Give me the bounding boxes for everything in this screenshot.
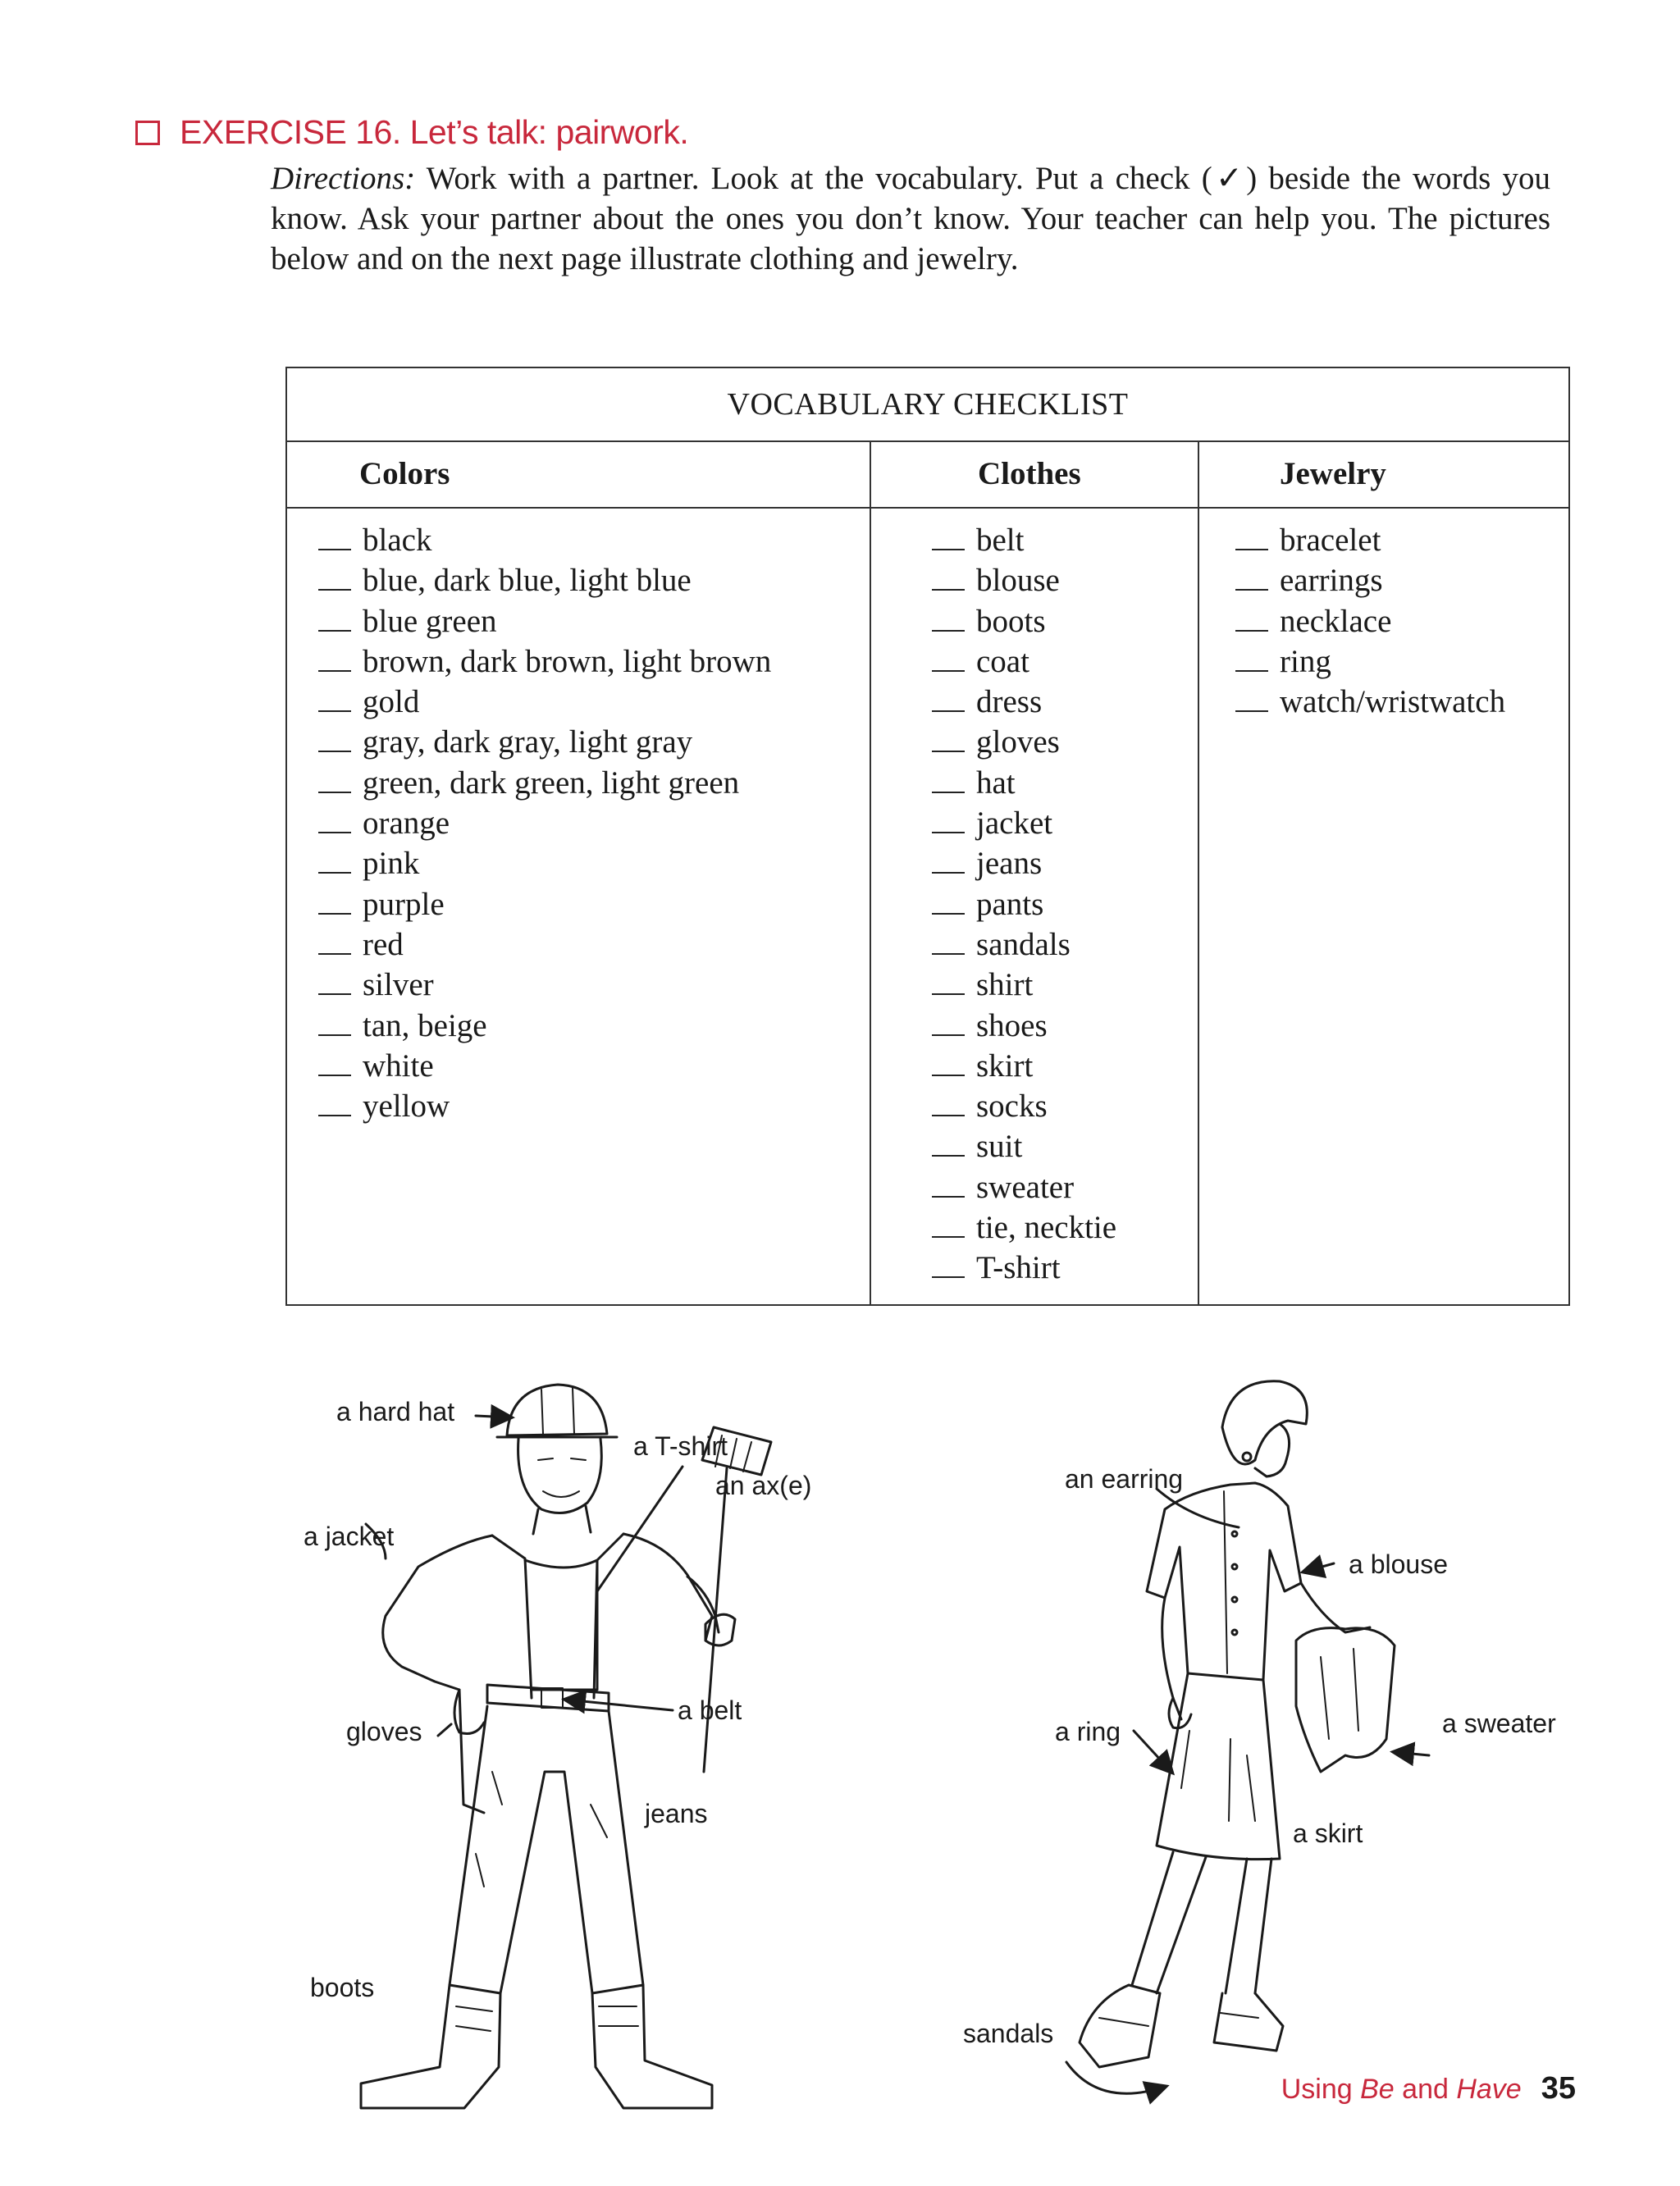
checklist-item-label: shirt xyxy=(976,967,1034,1003)
checklist-item-label: skirt xyxy=(976,1047,1034,1084)
jacket-drawing xyxy=(383,1536,492,1813)
checklist-item-label: red xyxy=(363,926,404,962)
check-blank[interactable] xyxy=(932,1171,965,1198)
clothes-column xyxy=(870,440,1199,1304)
checklist-item xyxy=(932,1207,1198,1248)
checklist-item xyxy=(932,1086,1198,1126)
footer-using: Using xyxy=(1281,2074,1361,2105)
checklist-item-label: shoes xyxy=(976,1007,1048,1043)
checklist-item xyxy=(318,560,870,600)
jewelry-header: Jewelry xyxy=(1198,440,1568,509)
checklist-item-label: belt xyxy=(976,523,1025,558)
checklist-item xyxy=(1235,641,1568,682)
check-blank[interactable] xyxy=(318,1090,351,1116)
footer-and: and xyxy=(1394,2074,1457,2105)
checklist-item-label: yellow xyxy=(363,1088,450,1125)
label-blouse: a blouse xyxy=(1349,1549,1448,1579)
checklist-item xyxy=(932,682,1198,722)
checklist-item-label: gloves xyxy=(976,724,1060,760)
checklist-item-label: tie, necktie xyxy=(976,1210,1117,1246)
checklist-item xyxy=(318,924,870,965)
clothes-list xyxy=(870,509,1198,1289)
checklist-item-label: black xyxy=(363,523,432,558)
page-number: 35 xyxy=(1541,2071,1576,2106)
label-earring: an earring xyxy=(1065,1464,1184,1494)
check-blank[interactable] xyxy=(318,726,351,752)
checklist-item xyxy=(318,601,870,641)
checklist-item-label: blue green xyxy=(363,603,497,639)
checklist-item xyxy=(932,641,1198,682)
check-blank[interactable] xyxy=(932,929,965,955)
checklist-item xyxy=(932,1167,1198,1207)
checklist-item-label: sandals xyxy=(976,926,1071,962)
checklist-item-label: coat xyxy=(976,643,1029,679)
vocabulary-checklist xyxy=(285,367,1570,1306)
hard-hat-drawing xyxy=(507,1385,607,1435)
check-blank[interactable] xyxy=(318,564,351,591)
check-blank[interactable] xyxy=(318,929,351,955)
check-blank[interactable] xyxy=(1235,605,1268,632)
exercise-title: EXERCISE 16. Let’s talk: pairwork. xyxy=(180,113,689,151)
checklist-item xyxy=(318,843,870,883)
check-blank[interactable] xyxy=(318,646,351,672)
checklist-item-label: suit xyxy=(976,1129,1023,1165)
checklist-item xyxy=(318,520,870,560)
checklist-item-label: bracelet xyxy=(1280,523,1381,558)
label-ring: a ring xyxy=(1055,1717,1121,1746)
check-blank[interactable] xyxy=(932,1130,965,1157)
checklist-item xyxy=(318,682,870,722)
checklist-item xyxy=(932,884,1198,924)
checklist-item-label: necklace xyxy=(1280,603,1392,639)
label-belt: a belt xyxy=(678,1695,742,1725)
checklist-item-label: green, dark green, light green xyxy=(363,764,740,801)
checklist-item xyxy=(932,843,1198,883)
checklist-item xyxy=(318,1006,870,1046)
checklist-item-label: blouse xyxy=(976,563,1060,599)
footer-running-title xyxy=(1281,2074,1522,2106)
footer-have: Have xyxy=(1456,2074,1522,2105)
checklist-item xyxy=(932,722,1198,762)
check-blank[interactable] xyxy=(1235,646,1268,672)
checklist-item xyxy=(932,1248,1198,1288)
jeans-drawing xyxy=(450,1706,643,1993)
colors-list xyxy=(287,509,870,1126)
checklist-item-label: tan, beige xyxy=(363,1007,487,1043)
checklist-item-label: dress xyxy=(976,684,1043,720)
check-blank[interactable] xyxy=(932,605,965,632)
check-blank[interactable] xyxy=(932,1212,965,1238)
checklist-item xyxy=(932,763,1198,803)
earring-drawing xyxy=(1243,1453,1251,1461)
check-blank[interactable] xyxy=(1235,524,1268,550)
checklist-title: VOCABULARY CHECKLIST xyxy=(287,368,1568,442)
label-jacket: a jacket xyxy=(304,1522,395,1551)
checklist-item-label: white xyxy=(363,1047,434,1084)
directions-label: Directions: xyxy=(271,161,416,196)
checklist-item xyxy=(932,560,1198,600)
checklist-item-label: socks xyxy=(976,1088,1048,1125)
checklist-item xyxy=(932,803,1198,843)
checklist-item xyxy=(318,1046,870,1086)
checklist-item-label: watch/wristwatch xyxy=(1280,684,1506,720)
checklist-item xyxy=(318,722,870,762)
colors-header: Colors xyxy=(287,440,870,509)
tshirt-drawing xyxy=(525,1560,597,1690)
check-blank[interactable] xyxy=(932,969,965,995)
check-blank[interactable] xyxy=(318,524,351,550)
checklist-item xyxy=(318,803,870,843)
check-blank[interactable] xyxy=(318,1010,351,1036)
exercise-checkbox[interactable] xyxy=(135,121,160,145)
checklist-item xyxy=(318,763,870,803)
check-blank[interactable] xyxy=(318,767,351,793)
checklist-item xyxy=(1235,601,1568,641)
exercise-header xyxy=(135,113,688,152)
check-blank[interactable] xyxy=(318,888,351,915)
checklist-item xyxy=(1235,520,1568,560)
directions xyxy=(271,158,1550,279)
checklist-item-label: jacket xyxy=(976,805,1053,842)
label-gloves: gloves xyxy=(346,1717,422,1746)
checklist-item xyxy=(932,1006,1198,1046)
man-figure-drawing xyxy=(361,1385,771,2108)
sweater-drawing xyxy=(1296,1628,1395,1772)
check-blank[interactable] xyxy=(932,1050,965,1076)
check-blank[interactable] xyxy=(318,605,351,632)
checklist-item-label: pink xyxy=(363,846,420,882)
clothes-header: Clothes xyxy=(870,440,1198,509)
checklist-item-label: pants xyxy=(976,886,1044,922)
checklist-item-label: purple xyxy=(363,886,445,922)
check-blank[interactable] xyxy=(932,726,965,752)
check-blank[interactable] xyxy=(932,847,965,874)
check-blank[interactable] xyxy=(932,1090,965,1116)
check-blank[interactable] xyxy=(318,969,351,995)
checklist-item-label: gray, dark gray, light gray xyxy=(363,724,693,760)
check-blank[interactable] xyxy=(932,646,965,672)
checklist-item-label: hat xyxy=(976,764,1016,801)
check-blank[interactable] xyxy=(932,1252,965,1278)
check-blank[interactable] xyxy=(1235,686,1268,712)
check-blank[interactable] xyxy=(932,888,965,915)
directions-text: Work with a partner. Look at the vocabulary. Put a check (✓) beside the words you know. Ask your partner about the ones you don’t know. Your teacher can help you. The pictures below and on the next page illustrate clothing and jewelry. xyxy=(271,161,1550,276)
check-blank[interactable] xyxy=(1235,564,1268,591)
checklist-item-label: earrings xyxy=(1280,563,1383,599)
checklist-item-label: jeans xyxy=(976,846,1043,882)
label-ax: an ax(e) xyxy=(715,1471,812,1500)
checklist-item-label: T-shirt xyxy=(976,1250,1061,1286)
check-blank[interactable] xyxy=(318,1050,351,1076)
checklist-item-label: blue, dark blue, light blue xyxy=(363,563,692,599)
axe-drawing xyxy=(704,1468,727,1772)
label-jeans: jeans xyxy=(645,1799,708,1828)
check-blank[interactable] xyxy=(318,847,351,874)
checklist-item-label: brown, dark brown, light brown xyxy=(363,643,772,679)
checklist-item xyxy=(932,520,1198,560)
checklist-item-label: gold xyxy=(363,684,420,720)
checklist-item xyxy=(318,641,870,682)
label-hard-hat: a hard hat xyxy=(336,1397,455,1426)
checklist-item xyxy=(318,1086,870,1126)
check-blank[interactable] xyxy=(318,807,351,833)
checklist-item xyxy=(318,965,870,1005)
checklist-item xyxy=(932,1126,1198,1166)
checklist-item xyxy=(932,1046,1198,1086)
label-skirt: a skirt xyxy=(1293,1819,1363,1848)
clothing-illustrations xyxy=(0,1345,1680,2133)
checklist-item-label: sweater xyxy=(976,1169,1075,1205)
label-tshirt: a T-shirt xyxy=(633,1431,728,1461)
checklist-item xyxy=(1235,682,1568,722)
checklist-item-label: silver xyxy=(363,967,434,1003)
checklist-item xyxy=(1235,560,1568,600)
footer-be: Be xyxy=(1360,2074,1395,2105)
checklist-item-label: orange xyxy=(363,805,450,842)
check-blank[interactable] xyxy=(932,1010,965,1036)
jewelry-column xyxy=(1198,440,1568,1304)
checklist-item xyxy=(932,965,1198,1005)
check-blank[interactable] xyxy=(932,767,965,793)
boots-drawing xyxy=(361,1985,500,2108)
checklist-item-label: ring xyxy=(1280,643,1331,679)
label-sandals: sandals xyxy=(963,2019,1054,2048)
label-boots: boots xyxy=(310,1973,375,2002)
jewelry-list xyxy=(1198,509,1568,722)
check-blank[interactable] xyxy=(318,686,351,712)
colors-column xyxy=(287,440,871,1304)
check-blank[interactable] xyxy=(932,564,965,591)
check-blank[interactable] xyxy=(932,686,965,712)
check-blank[interactable] xyxy=(932,807,965,833)
check-blank[interactable] xyxy=(932,524,965,550)
label-sweater: a sweater xyxy=(1442,1709,1556,1738)
page-footer xyxy=(1281,2071,1576,2106)
checklist-item xyxy=(932,924,1198,965)
checklist-item xyxy=(932,601,1198,641)
checklist-item xyxy=(318,884,870,924)
checklist-item-label: boots xyxy=(976,603,1046,639)
